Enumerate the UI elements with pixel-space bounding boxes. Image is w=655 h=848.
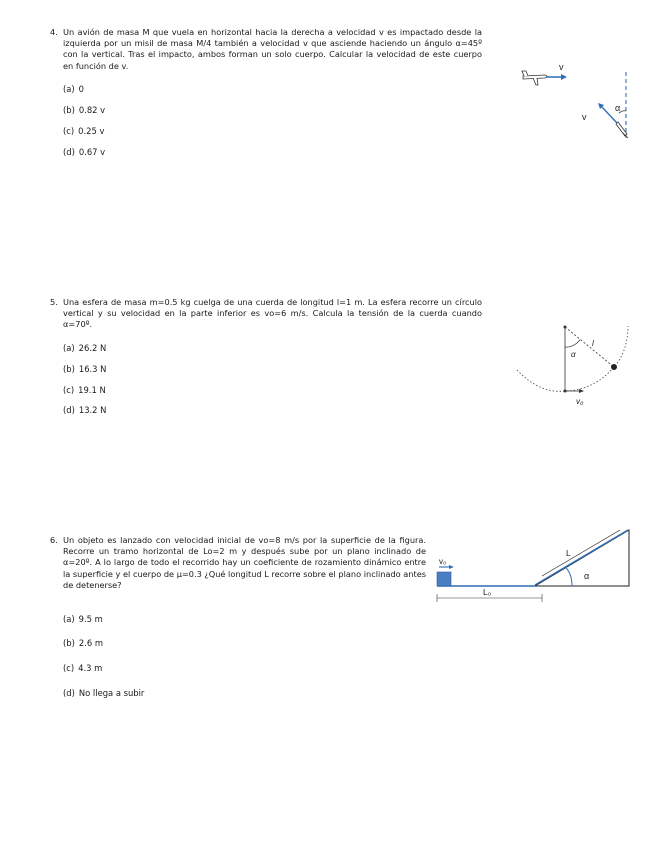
label-alpha: α <box>615 103 621 113</box>
label-l: l <box>592 339 594 348</box>
question-5 <box>50 297 482 331</box>
question-stem: Una esfera de masa m=0.5 kg cuelga de una cuerda de longitud l=1 m. La esfera recorre un círculo vertical y su velocidad en la parte inferior es vo=6 m/s. Calcula la tensión de la cuerda cuando α=70º. <box>63 297 482 330</box>
option-b[interactable]: (b) 0.82 v <box>63 105 106 115</box>
option-d[interactable]: (d) 0.67 v <box>63 147 106 157</box>
angle-arc <box>565 340 580 347</box>
option-a[interactable]: (a) 9.5 m <box>63 614 103 624</box>
label-l0: L₀ <box>483 587 492 597</box>
option-c[interactable]: (c) 19.1 N <box>63 385 106 395</box>
figure-plane-missile <box>515 58 635 148</box>
option-c[interactable]: (c) 4.3 m <box>63 663 103 673</box>
option-a[interactable]: (a) 26.2 N <box>63 343 107 353</box>
arrowhead-icon <box>449 565 454 569</box>
label-v0: v₀ <box>576 397 584 406</box>
option-a[interactable]: (a) 0 <box>63 84 85 94</box>
question-4 <box>50 27 482 72</box>
airplane-icon <box>522 71 547 85</box>
option-b[interactable]: (b) 16.3 N <box>63 364 107 374</box>
option-c[interactable]: (c) 0.25 v <box>63 126 105 136</box>
sphere <box>611 364 617 370</box>
arrowhead-icon <box>579 389 584 393</box>
label-l: L <box>566 548 571 558</box>
question-number: 6. <box>50 535 58 545</box>
label-v-top: v <box>559 62 564 72</box>
question-number: 5. <box>50 297 58 307</box>
option-d[interactable]: (d) No llega a subir <box>63 688 145 698</box>
question-number: 4. <box>50 27 58 37</box>
figure-incline <box>432 522 637 607</box>
figure-pendulum <box>510 320 635 415</box>
pivot-point <box>564 326 567 329</box>
string-line <box>565 327 614 367</box>
block <box>437 572 451 586</box>
option-b[interactable]: (b) 2.6 m <box>63 638 103 648</box>
question-6 <box>50 535 426 591</box>
arrowhead-icon <box>561 74 567 80</box>
label-alpha: α <box>571 350 576 359</box>
label-v0: v₀ <box>439 557 447 566</box>
question-stem: Un objeto es lanzado con velocidad inicial de vo=8 m/s por la superficie de la figura. Recorre un tramo horizontal de Lo=2 m y después sube por un plano inclinado de α=20º. A lo largo de todo el recorrido hay un coeficiente de rozamiento dinámico entre la superficie y el cuerpo de μ=0.3 ¿Qué longitud L recorre sobre el plano inclinado antes de detenerse? <box>63 535 426 590</box>
option-d[interactable]: (d) 13.2 N <box>63 405 107 415</box>
question-stem: Un avión de masa M que vuela en horizontal hacia la derecha a velocidad v es impactado desde la izquierda por un misil de masa M/4 también a velocidad v que asciende haciendo un ángulo α=45º con la vertical. Tras el impacto, ambos forman un solo cuerpo. Calcular la velocidad de este cuerpo en función de v. <box>63 27 482 71</box>
label-alpha: α <box>584 571 590 581</box>
label-v-left: v <box>582 112 587 122</box>
